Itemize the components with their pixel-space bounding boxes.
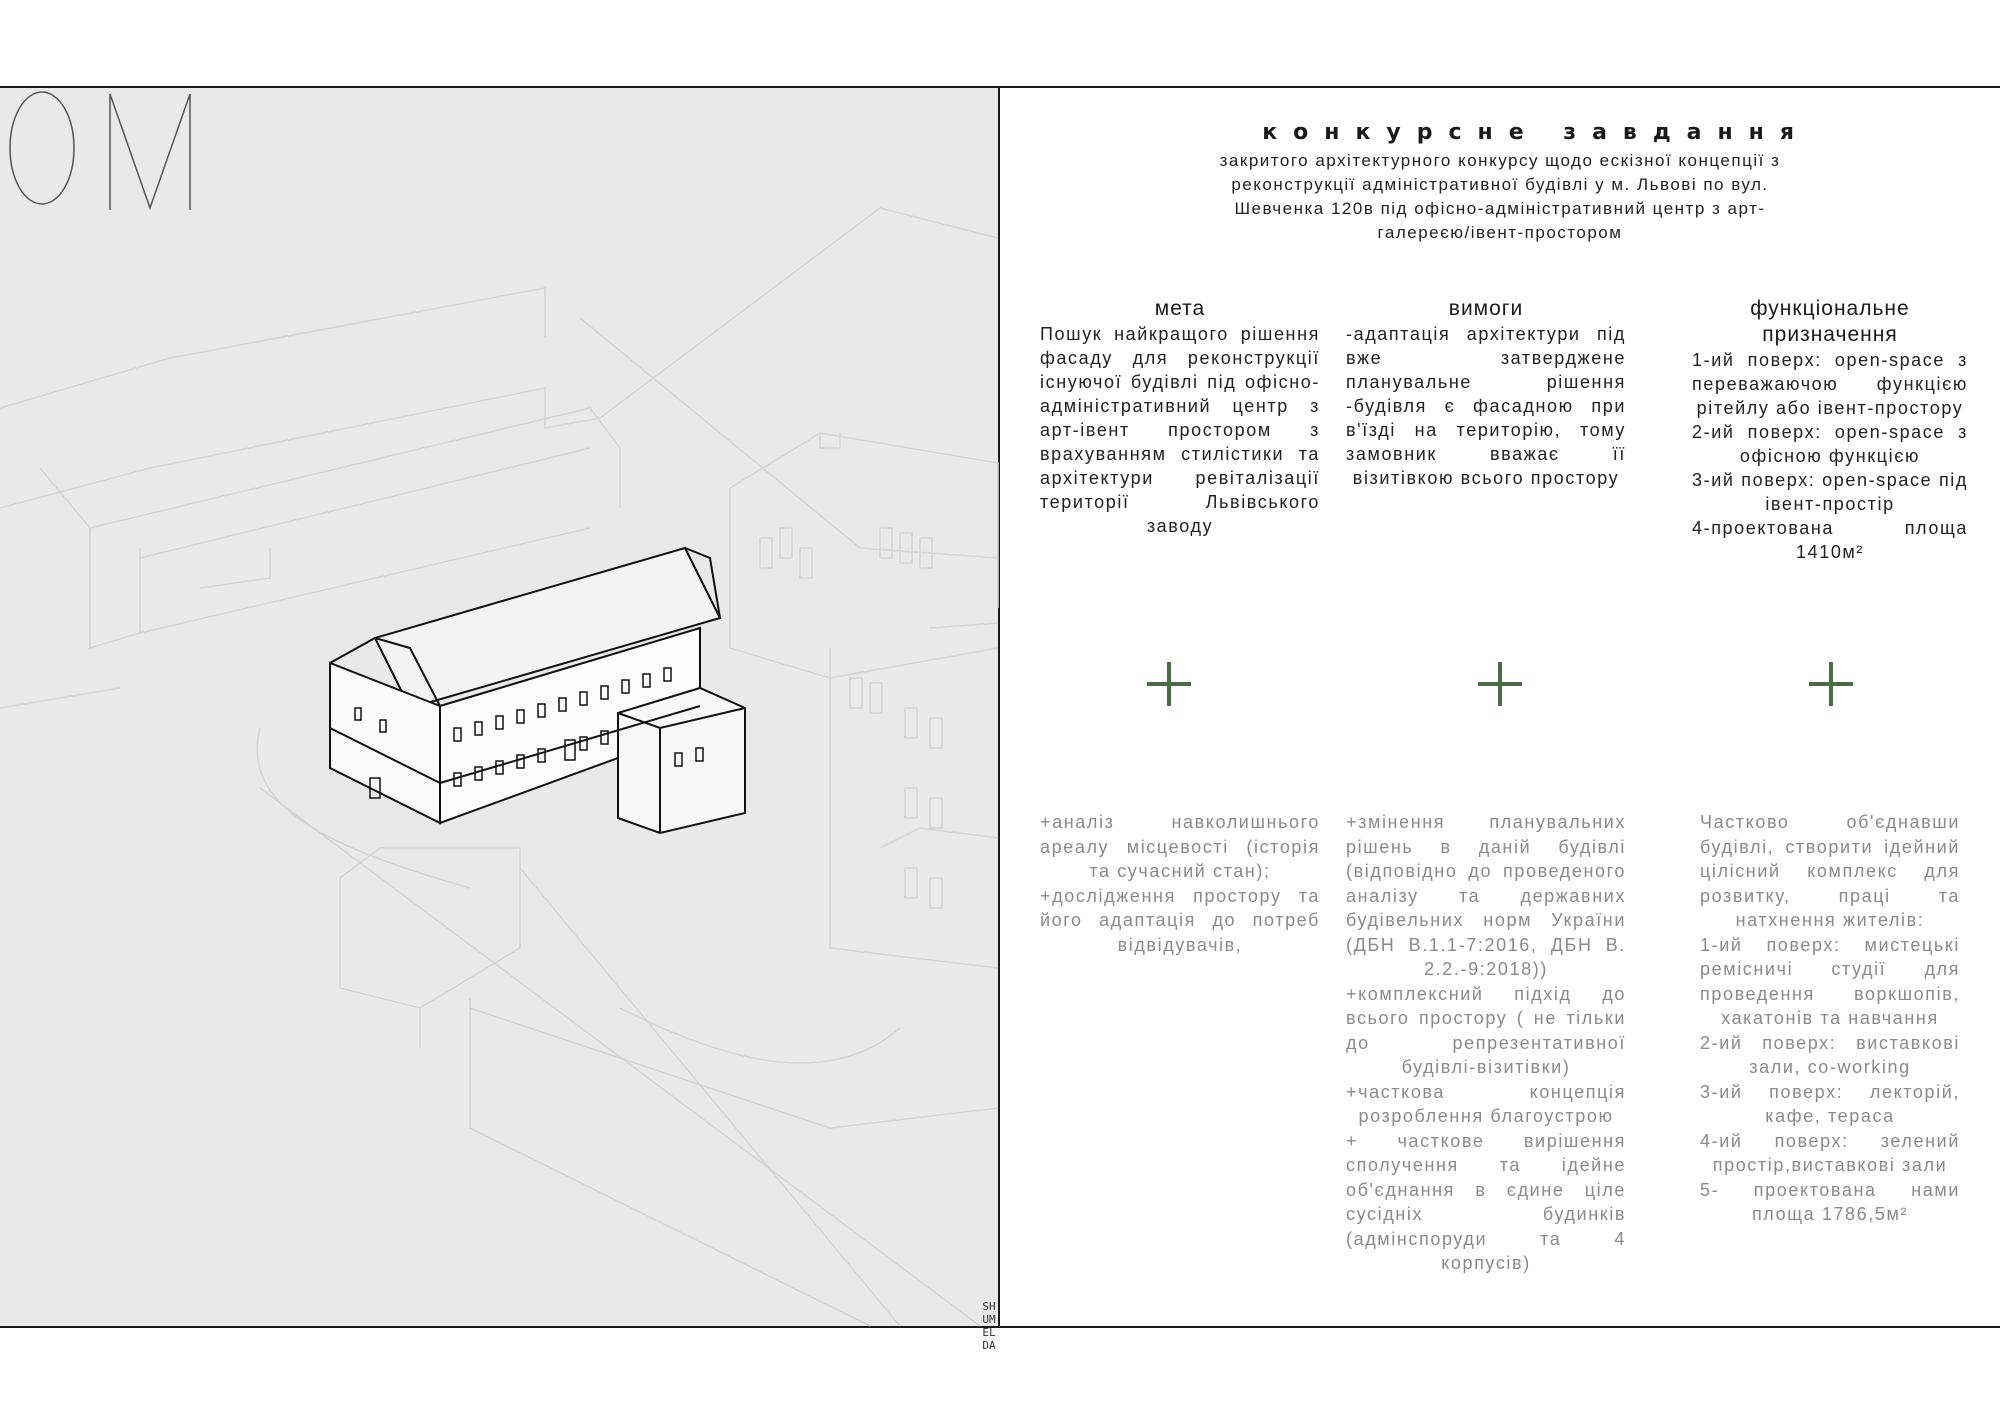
column-body-requirements: -адаптація архітектури під вже затверджене планувальне рішення -будівля є фасадною при в'їзді на територію, тому замовник вважає її візитівкою всього простору bbox=[1346, 324, 1626, 488]
column-heading-function: функціональне призначення bbox=[1750, 297, 1910, 346]
page-title: конкурсне завдання bbox=[1262, 120, 1810, 145]
axonometric-drawing-panel bbox=[0, 88, 998, 1352]
header bbox=[1190, 120, 1810, 245]
lower-text-function: Частково об'єднавши будівлі, створити ідейний цілісний комплекс для розвитку, праці та натхнення жителів: 1-ий поверх: мистецькі ремісничі студії для проведення воркшопів, хакатонів та навчання 2-ий поверх: виставкові зали, co-working 3-ий поверх: лекторій, кафе, тераса 4-ий поверх: зелений простір,виставкові зали 5- проектована нами площа 1786,5м² bbox=[1700, 812, 1960, 1224]
column-body-function: 1-ий поверх: open-space з переважаючою функцією рітейлу або івент-простору 2-ий поверх: open-space з офісною функцією 3-ий поверх: open-space під івент-простір 4-проектована площа 1410м² bbox=[1692, 350, 1968, 562]
lower-text-requirements: +змінення планувальних рішень в даній будівлі (відповідно до проведеного аналізу та державних будівельних норм України (ДБН В.1.1-7:2016, ДБН В. 2.2.-9:2018)) +комплексний підхід до всього простору ( не тільки до репрезентативної будівлі-візитівки) +часткова концепція розроблення благоустрою + часткове вирішення сполучення та ідейне об'єднання в єдине ціле сусідніх будинків (адмінспоруди та 4 корпусів) bbox=[1346, 812, 1626, 1273]
column-requirements bbox=[1346, 296, 1626, 490]
plus-icon bbox=[1147, 662, 1191, 706]
lower-text-goal: +аналіз навколишнього ареалу місцевості (історія та сучасний стан); +дослідження простору та його адаптація до потреб відвідувачів, bbox=[1040, 812, 1320, 955]
shumelda-logo bbox=[0, 88, 220, 214]
axonometric-site-drawing bbox=[0, 88, 998, 1326]
page-subtitle: закритого архітектурного конкурсу щодо ескізної концепції з реконструкції адміністративної будівлі у м. Львові по вул. Шевченка 120в під офісно-адміністративний центр з арт-галереєю/івент-простором bbox=[1219, 151, 1781, 242]
column-heading-requirements: вимоги bbox=[1448, 297, 1524, 320]
logo-wordmark: SHUMELDA bbox=[982, 1300, 996, 1352]
plus-icon bbox=[1478, 662, 1522, 706]
plus-icon bbox=[1809, 662, 1853, 706]
column-goal bbox=[1040, 296, 1320, 538]
column-heading-goal: мета bbox=[1154, 297, 1206, 320]
bottom-border-line bbox=[0, 1326, 2000, 1328]
column-function bbox=[1692, 296, 1968, 564]
main-building bbox=[330, 548, 745, 833]
column-body-goal: Пошук найкращого рішення фасаду для реконструкції існуючої будівлі під офісно-адміністративний центр з арт-івент простором з врахуванням стилістики та архітектури ревіталізації території Львівського заводу bbox=[1040, 324, 1320, 536]
vertical-divider bbox=[998, 86, 1000, 1328]
